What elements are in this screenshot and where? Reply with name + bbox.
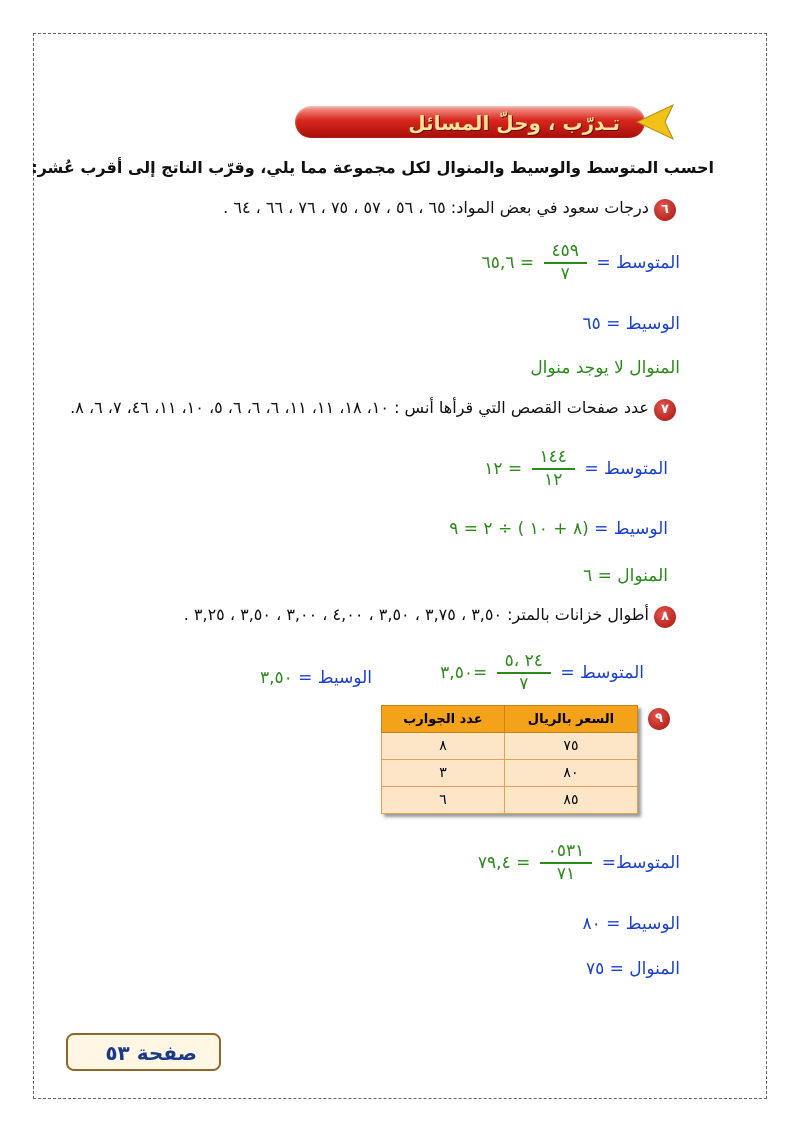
page-number-box	[66, 1033, 221, 1071]
question-number-badge: ٦	[654, 199, 676, 221]
table-cell: ٧٥	[504, 733, 637, 760]
q9-median: الوسيط = ٨٠	[582, 914, 680, 934]
q8-mean	[440, 652, 644, 694]
numerator: ٤٥٩	[544, 242, 587, 264]
mean-label: المتوسط =	[584, 459, 668, 480]
q7-median	[449, 519, 668, 539]
question-text: عدد صفحات القصص التي قرأها أنس : ١٠، ١٨، ١١، ١١، ٦، ٦، ٦، ٥، ١٠، ١١، ٤٦، ٧، ٦، ٨.	[70, 398, 649, 417]
numerator: ٠٥٣١	[540, 842, 593, 864]
median-label: الوسيط =	[298, 668, 372, 688]
mean-result: =٣,٥٠	[440, 663, 488, 684]
denominator: ٧١	[556, 863, 576, 884]
table-row	[382, 733, 638, 760]
question-text: أطوال خزانات بالمتر: ٣,٥٠ ، ٣,٧٥ ، ٣,٥٠ ، ٤,٠٠ ، ٣,٠٠ ، ٣,٥٠ ، ٣,٢٥ .	[183, 605, 649, 624]
table-header-row	[382, 706, 638, 733]
table-cell: ٨٥	[504, 787, 637, 814]
mean-result: = ٦٥,٦	[481, 253, 535, 274]
table-row	[382, 787, 638, 814]
column-header-price: السعر بالريال	[504, 706, 637, 733]
price-table	[381, 705, 638, 814]
q9-mean	[478, 842, 680, 884]
q7-mode: المنوال = ٦	[583, 566, 668, 586]
q8-median	[260, 668, 372, 688]
question-number-badge: ٨	[654, 606, 676, 628]
denominator: ١٢	[544, 469, 563, 490]
mean-fraction	[544, 242, 587, 284]
mean-label: المتوسط =	[596, 253, 680, 274]
question-text: درجات سعود في بعض المواد: ٦٥ ، ٥٦ ، ٥٧ ، ٧٥ ، ٧٦ ، ٦٦ ، ٦٤ .	[223, 198, 649, 217]
q7-mean	[484, 448, 668, 490]
table-row	[382, 760, 638, 787]
denominator: ٧	[560, 263, 570, 284]
q6-mode: المنوال لا يوجد منوال	[530, 358, 680, 378]
instructions: احسب المتوسط والوسيط والمنوال لكل مجموعة مما يلي، وقرّب الناتج إلى أقرب عُشر:	[31, 158, 714, 177]
table-cell: ٨٠	[504, 760, 637, 787]
median-expression: (٨ + ١٠ ) ÷ ٢ = ٩	[449, 519, 589, 539]
mean-fraction	[540, 842, 593, 884]
section-banner	[295, 103, 675, 141]
question-7	[70, 398, 676, 421]
numerator: ١٤٤	[532, 448, 575, 470]
question-8	[184, 605, 676, 628]
column-header-count: عدد الجوارب	[382, 706, 505, 733]
question-number-badge: ٩	[648, 708, 670, 730]
mean-fraction	[497, 652, 551, 694]
mean-fraction	[532, 448, 575, 490]
q6-mean	[482, 242, 680, 284]
table-cell: ٣	[382, 760, 505, 787]
page-number: صفحة ٥٣	[105, 1041, 197, 1065]
mean-result: = ٧٩,٤	[477, 853, 531, 874]
question-number-badge: ٧	[654, 399, 676, 421]
numerator: ٢٤ ،٥	[497, 652, 551, 674]
q9-mode: المنوال = ٧٥	[585, 959, 680, 979]
mean-label: المتوسط=	[601, 853, 680, 874]
question-6	[223, 198, 676, 221]
table-cell: ٦	[382, 787, 505, 814]
median-value: ٣,٥٠	[259, 668, 293, 688]
q6-median: الوسيط = ٦٥	[582, 314, 680, 334]
arrow-icon	[635, 103, 675, 141]
denominator: ٧	[519, 673, 529, 694]
question-9	[648, 707, 670, 730]
table-cell: ٨	[382, 733, 505, 760]
mean-result: = ١٢	[484, 459, 523, 480]
banner-title: تـدرّب ، وحلّ المسائل	[408, 111, 620, 135]
median-label: الوسيط =	[594, 519, 668, 539]
mean-label: المتوسط =	[560, 663, 644, 684]
